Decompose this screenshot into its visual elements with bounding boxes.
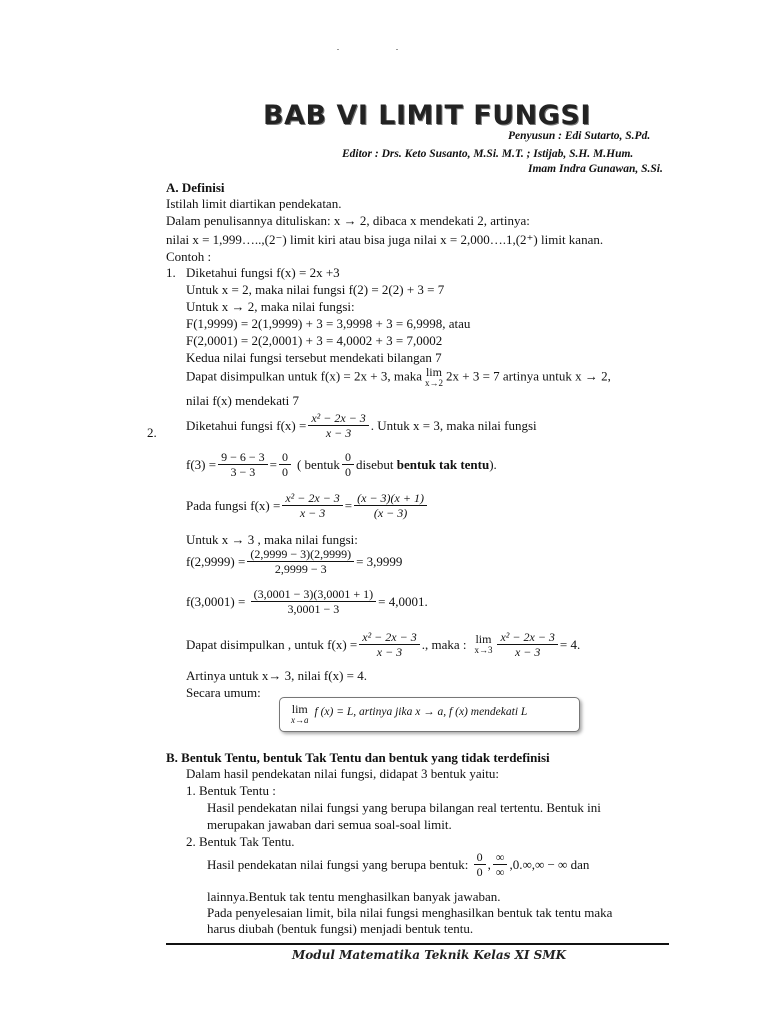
denominator: ∞ xyxy=(495,865,505,879)
denominator: x − 3 xyxy=(514,645,541,659)
text-line: nilai f(x) mendekati 7 xyxy=(186,393,299,408)
math-line xyxy=(186,411,537,440)
fraction xyxy=(474,850,486,879)
denominator: 3 − 3 xyxy=(230,465,256,479)
fraction xyxy=(279,450,291,479)
fraction xyxy=(342,450,354,479)
limit-notation xyxy=(425,367,443,388)
lim-label: lim xyxy=(475,632,492,646)
fraction xyxy=(354,491,427,520)
numerator: (2,9999 − 3)(2,9999) xyxy=(247,547,354,562)
denominator: (x − 3) xyxy=(373,506,408,520)
text-line: Dalam hasil pendekatan nilai fungsi, didapat 3 bentuk yaitu: xyxy=(186,766,500,781)
text-line: Artinya untuk x→ 3, nilai f(x) = 4. xyxy=(186,668,367,683)
text-span: 2x + 3 = 7 artinya untuk x → 2, xyxy=(445,368,611,384)
text-span: = 4,0001. xyxy=(378,593,428,609)
math-line xyxy=(186,630,580,659)
bold-term: bentuk tak tentu xyxy=(396,456,490,472)
text-span: Dapat disimpulkan , untuk f(x) = xyxy=(186,636,358,652)
footer-divider xyxy=(166,943,669,945)
fraction xyxy=(251,587,377,616)
text-line: Untuk x = 2, maka nilai fungsi f(2) = 2(2) + 3 = 7 xyxy=(186,282,445,297)
equals-sign: = xyxy=(269,456,277,472)
text-span: Dapat disimpulkan untuk f(x) = 2x + 3, maka xyxy=(186,368,422,384)
text-span: ( bentuk xyxy=(296,456,340,472)
denominator: 0 xyxy=(476,865,483,879)
math-line xyxy=(186,491,429,520)
text-line: merupakan jawaban dari semua soal-soal limit. xyxy=(207,817,452,832)
denominator: 0 xyxy=(344,465,351,479)
text-line: F(1,9999) = 2(1,9999) + 3 = 3,9998 + 3 = 6,9998, atau xyxy=(186,316,471,331)
text-span: ,0.∞,∞ − ∞ dan xyxy=(509,856,590,872)
denominator: 2,9999 − 3 xyxy=(274,562,327,576)
limit-notation xyxy=(474,634,492,655)
text-line: Secara umum: xyxy=(186,685,261,700)
editor-credit: Editor : Drs. Keto Susanto, M.Si. M.T. ; Istijab, S.H. M.Hum. xyxy=(342,148,634,160)
numerator: 0 xyxy=(279,450,291,465)
math-line xyxy=(186,587,428,616)
math-line xyxy=(186,450,497,479)
numerator: 0 xyxy=(342,450,354,465)
lim-label: lim xyxy=(291,702,308,716)
text-line xyxy=(186,367,611,388)
fraction xyxy=(247,547,354,576)
text-line: F(2,0001) = 2(2,0001) + 3 = 4,0002 + 3 = 7,0002 xyxy=(186,333,443,348)
numerator: 0 xyxy=(474,850,486,865)
numerator: x² − 2x − 3 xyxy=(308,411,368,426)
text-line: nilai x = 1,999…..,(2⁻) limit kiri atau bisa juga nilai x = 2,000….1,(2⁺) limit kanan. xyxy=(166,232,604,247)
comma: , xyxy=(487,856,491,872)
text-span: . Untuk x = 3, maka nilai fungsi xyxy=(370,417,537,433)
lim-subscript: x→a xyxy=(291,715,309,725)
math-line xyxy=(186,547,402,576)
text-line: Kedua nilai fungsi tersebut mendekati bilangan 7 xyxy=(186,350,442,365)
example-number: 2. xyxy=(147,425,157,440)
editor-credit-2: Imam Indra Gunawan, S.Si. xyxy=(528,163,663,175)
text-line: lainnya.Bentuk tak tentu menghasilkan banyak jawaban. xyxy=(207,889,501,904)
text-span: Diketahui fungsi f(x) = xyxy=(186,417,307,433)
numerator: x² − 2x − 3 xyxy=(359,630,419,645)
text-span: f(2,9999) = xyxy=(186,553,246,569)
fraction xyxy=(282,491,342,520)
section-a-heading: A. Definisi xyxy=(166,180,225,195)
denominator: 3,0001 − 3 xyxy=(287,602,340,616)
denominator: x − 3 xyxy=(299,506,326,520)
section-b-heading: B. Bentuk Tentu, bentuk Tak Tentu dan bentuk yang tidak terdefinisi xyxy=(166,750,550,765)
numerator: ∞ xyxy=(493,850,508,865)
denominator: x − 3 xyxy=(325,426,352,440)
scan-mark xyxy=(337,49,339,50)
text-line: Untuk x → 2, maka nilai fungsi: xyxy=(186,299,355,314)
definition-formula xyxy=(288,704,527,725)
denominator: 0 xyxy=(281,465,288,479)
definition-box xyxy=(279,697,580,732)
lim-subscript: x→3 xyxy=(474,645,493,655)
example-number: 1. xyxy=(166,265,176,280)
numerator: (x − 3)(x + 1) xyxy=(354,491,427,506)
fraction xyxy=(218,450,268,479)
text-span: Pada fungsi f(x) = xyxy=(186,497,281,513)
scan-mark xyxy=(396,49,398,50)
text-line: 1. Bentuk Tentu : xyxy=(186,783,276,798)
text-line: harus diubah (bentuk fungsi) menjadi bentuk tentu. xyxy=(207,921,474,936)
text-span: disebut xyxy=(355,456,394,472)
text-span: f(3) = xyxy=(186,456,217,472)
text-line: 2. Bentuk Tak Tentu. xyxy=(186,834,295,849)
numerator: x² − 2x − 3 xyxy=(497,630,557,645)
math-line xyxy=(207,850,589,879)
numerator: (3,0001 − 3)(3,0001 + 1) xyxy=(251,587,377,602)
text-span: = 4. xyxy=(559,636,581,652)
lim-label: lim xyxy=(425,365,442,379)
footer-text: Modul Matematika Teknik Kelas XI SMK xyxy=(292,948,567,962)
text-line: Istilah limit diartikan pendekatan. xyxy=(166,196,342,211)
fraction xyxy=(493,850,508,879)
text-line: Hasil pendekatan nilai fungsi yang berupa bilangan real tertentu. Bentuk ini xyxy=(207,800,601,815)
text-span: ). xyxy=(489,456,497,472)
text-line: Untuk x → 3 , maka nilai fungsi: xyxy=(186,532,358,547)
text-span: f(3,0001) = xyxy=(186,593,246,609)
limit-notation xyxy=(291,704,309,725)
text-line: Pada penyelesaian limit, bila nilai fungsi menghasilkan bentuk tak tentu maka xyxy=(207,905,613,920)
fraction xyxy=(359,630,419,659)
text-line: Dalam penulisannya dituliskan: x → 2, dibaca x mendekati 2, artinya: xyxy=(166,213,530,228)
text-line: Diketahui fungsi f(x) = 2x +3 xyxy=(186,265,340,280)
fraction xyxy=(497,630,557,659)
lim-subscript: x→2 xyxy=(424,378,443,388)
text-span: ., maka : xyxy=(421,636,467,652)
author-credit: Penyusun : Edi Sutarto, S.Pd. xyxy=(508,130,651,142)
page-title: BAB VI LIMIT FUNGSI xyxy=(263,100,591,131)
equals-sign: = xyxy=(344,497,353,513)
definition-text: f (x) = L, artinya jika x → a, f (x) mendekati L xyxy=(314,706,528,718)
text-span: = 3,9999 xyxy=(356,553,403,569)
text-line: Contoh : xyxy=(166,249,212,264)
denominator: x − 3 xyxy=(376,645,403,659)
text-span: Hasil pendekatan nilai fungsi yang berupa bentuk: xyxy=(207,856,469,872)
numerator: x² − 2x − 3 xyxy=(282,491,342,506)
numerator: 9 − 6 − 3 xyxy=(218,450,268,465)
fraction xyxy=(308,411,368,440)
